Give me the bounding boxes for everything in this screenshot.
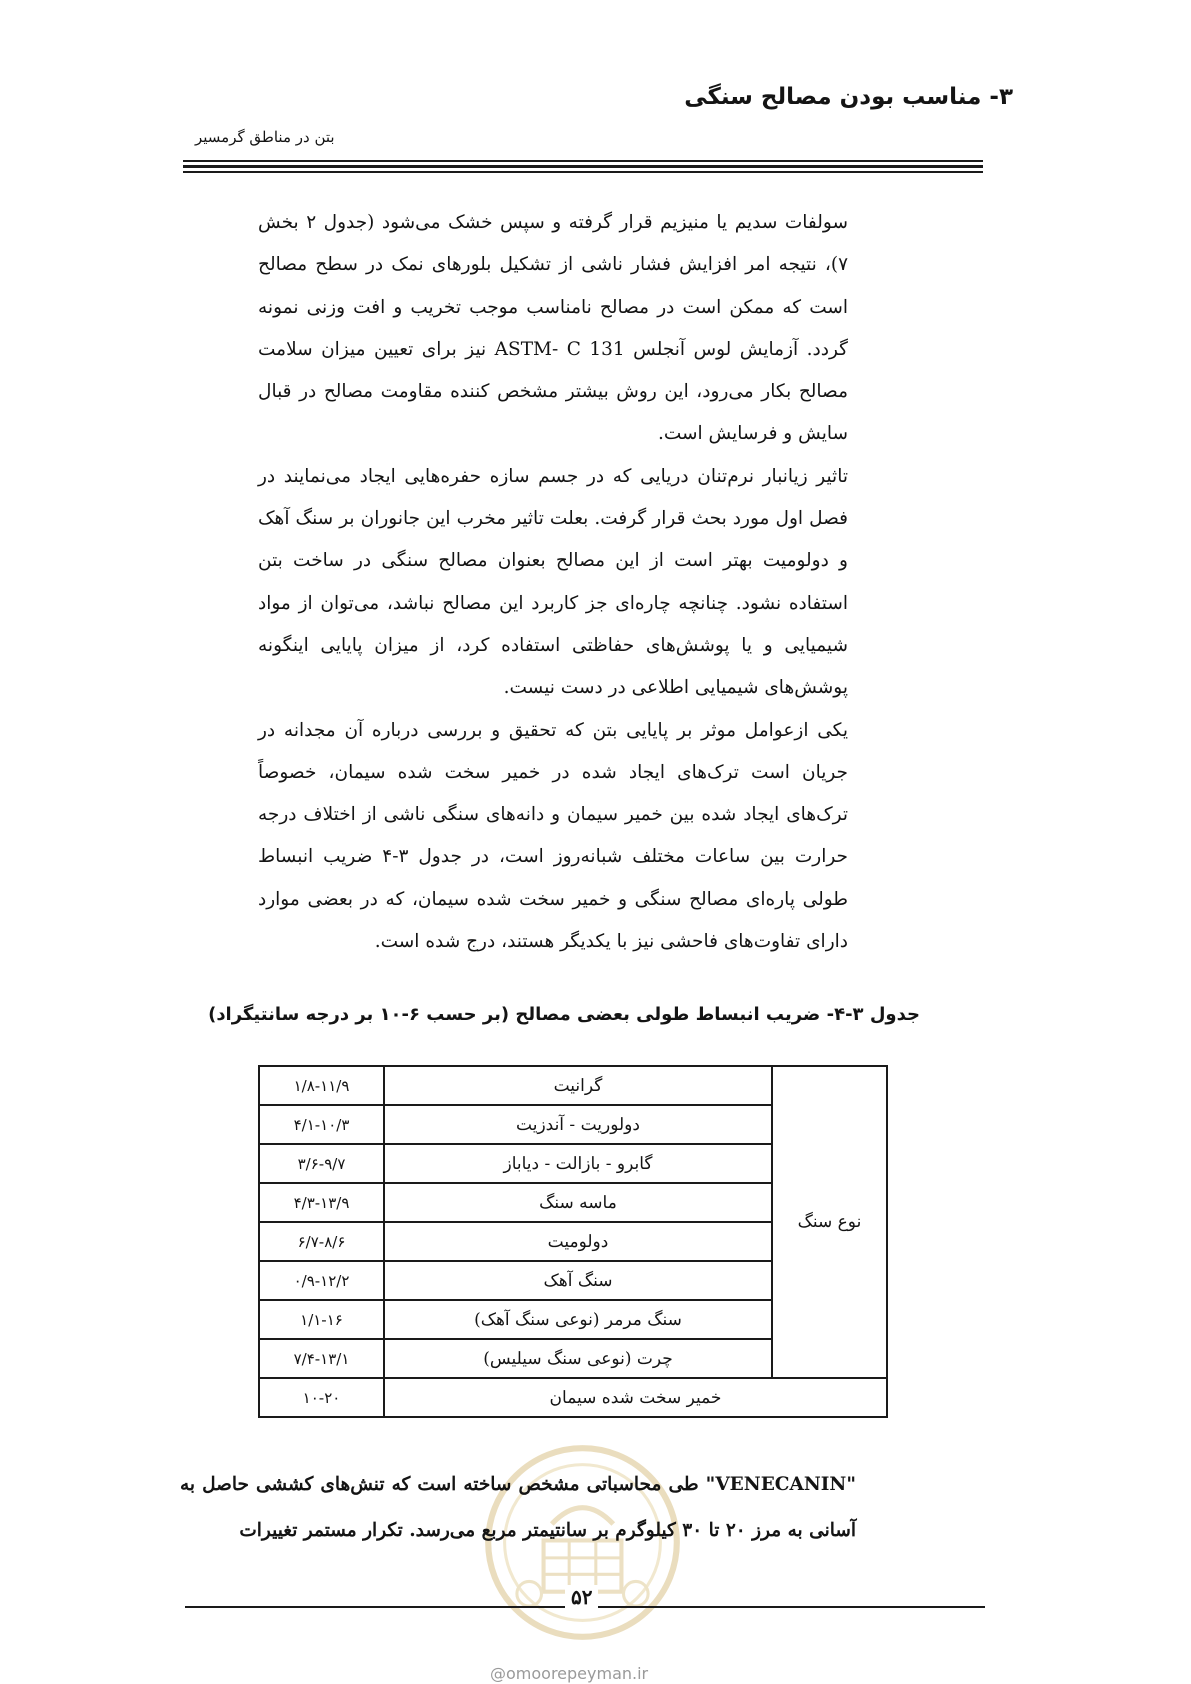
material-name-cell: گرانیت <box>384 1066 772 1105</box>
header-rule-top <box>183 160 983 162</box>
table-row <box>259 1378 887 1417</box>
material-name-cell: گابرو - بازالت - دیاباز <box>384 1144 772 1183</box>
material-name-cell: سنگ آهک <box>384 1261 772 1300</box>
coefficient-value-cell: ۰/۹-۱۲/۲ <box>259 1261 384 1300</box>
coefficient-value-cell: ۳/۶-۹/۷ <box>259 1144 384 1183</box>
group-label-cell: نوع سنگ <box>772 1066 887 1378</box>
material-name-cell: دولومیت <box>384 1222 772 1261</box>
table-row <box>259 1066 887 1105</box>
paragraph-1: سولفات سدیم یا منیزیم قرار گرفته و سپس خشک می‌شود (جدول ۲ بخش ۷)، نتیجه امر افزایش فشار ناشی از تشکیل بلورهای نمک در سطح مصالح است که ممکن است در مصالح نامناسب موجب تخریب و افت وزنی نمونه گردد. آزمایش لوس آنجلس ASTM- C 131 نیز برای تعیین میزان سلامت مصالح بکار می‌رود، این روش بیشتر مشخص کننده مقاومت مصالح در قبال سایش و فرسایش است. <box>258 212 848 445</box>
material-name-cell: دولوریت - آندزیت <box>384 1105 772 1144</box>
body-text <box>258 202 848 963</box>
coefficient-value-cell: ۱/۱-۱۶ <box>259 1300 384 1339</box>
at-icon: @ <box>490 1664 506 1683</box>
paragraph-2: تاثیر زیانبار نرم‌تنان دریایی که در جسم سازه حفره‌هایی ایجاد می‌نمایند در فصل اول مورد بحث قرار گرفت. بعلت تاثیر مخرب این جانوران بر سنگ آهک و دولومیت بهتر است از این مصالح بعنوان مصالح سنگی در ساخت بتن استفاده نشود. چنانچه چاره‌ای جز کاربرد این مصالح نباشد، می‌توان از مواد شیمیایی و یا پوشش‌های حفاظتی استفاده کرد، از میزان پایایی اینگونه پوشش‌های شیمیایی اطلاعی در دست نیست. <box>258 465 848 699</box>
material-name-cell: خمیر سخت شده سیمان <box>384 1378 887 1417</box>
book-title: بتن در مناطق گرمسیر <box>195 128 335 146</box>
material-name-cell: ماسه سنگ <box>384 1183 772 1222</box>
coefficient-value-cell: ۴/۱-۱۰/۳ <box>259 1105 384 1144</box>
chapter-title: ۳- مناسب بودن مصالح سنگی <box>684 84 1013 110</box>
header-rule-middle <box>183 165 983 168</box>
material-name-cell: چرت (نوعی سنگ سیلیس) <box>384 1339 772 1378</box>
material-name-cell: سنگ مرمر (نوعی سنگ آهک) <box>384 1300 772 1339</box>
page-number: ۵۲ <box>565 1585 598 1609</box>
paragraph-3: یکی ازعوامل موثر بر پایایی بتن که تحقیق و بررسی درباره آن مجدانه در جریان است ترک‌های ایجاد شده در خمیر سخت شده سیمان، خصوصاً ترک‌های ایجاد شده بین خمیر سیمان و دانه‌های سنگی ناشی از اختلاف درجه حرارت بین ساعات مختلف شبانه‌روز است، در جدول ۳-۴ ضریب انبساط طولی پاره‌ای مصالح سنگی و خمیر سخت شده سیمان، که در بعضی موارد دارای تفاوت‌های فاحشی نیز با یکدیگر هستند، درج شده است. <box>258 719 848 953</box>
coefficient-value-cell: ۷/۴-۱۳/۱ <box>259 1339 384 1378</box>
expansion-coefficient-table <box>258 1065 888 1418</box>
table-caption: جدول ۳-۴- ضریب انبساط طولی بعضی مصالح (بر حسب ۶-۱۰ بر درجه سانتیگراد) <box>208 1004 920 1025</box>
coefficient-value-cell: ۶/۷-۸/۶ <box>259 1222 384 1261</box>
watermark-url: @omoorepeyman.ir <box>490 1664 649 1683</box>
header-rule-bottom <box>183 171 983 173</box>
coefficient-value-cell: ۱۰-۲۰ <box>259 1378 384 1417</box>
closing-paragraph: "VENECANIN" طی محاسباتی مشخص ساخته است که تنش‌های کششی حاصل به آسانی به مرز ۲۰ تا ۳۰ کیلوگرم بر سانتیمتر مربع می‌رسد. تکرار مستمر تغییرات <box>180 1474 856 1541</box>
coefficient-value-cell: ۱/۸-۱۱/۹ <box>259 1066 384 1105</box>
coefficient-value-cell: ۴/۳-۱۳/۹ <box>259 1183 384 1222</box>
